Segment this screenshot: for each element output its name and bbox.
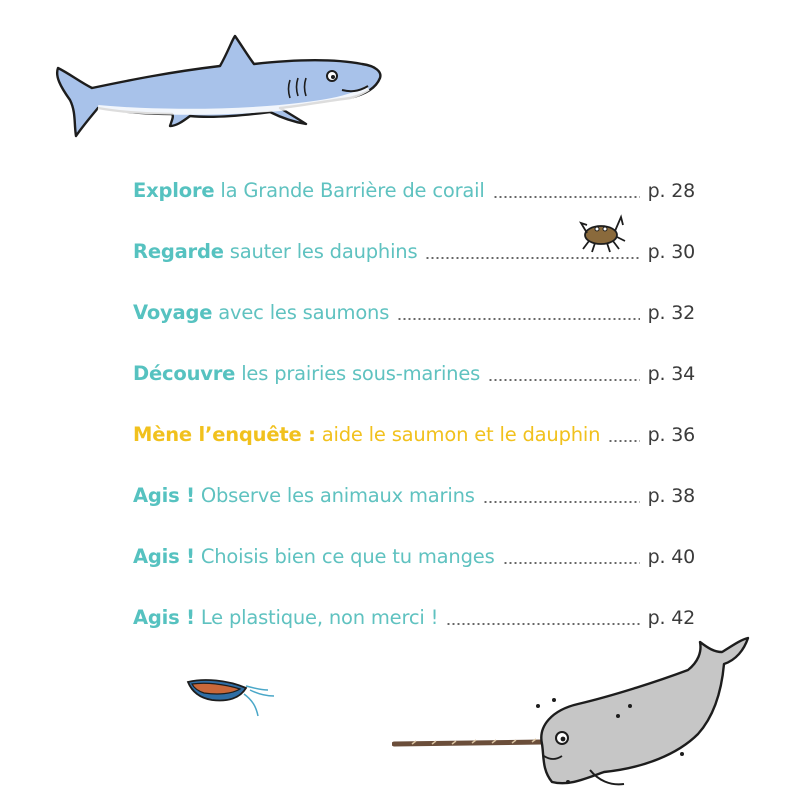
toc-text: Le plastique, non merci !	[200, 606, 439, 629]
dot-leader	[425, 257, 639, 259]
boat-icon	[184, 672, 278, 720]
toc-page-number: p. 40	[647, 545, 695, 568]
toc-page-number: p. 38	[647, 484, 695, 507]
dot-leader	[503, 562, 640, 564]
toc-keyword: Explore	[133, 179, 215, 202]
toc-entry[interactable]	[133, 404, 695, 465]
toc-page-number: p. 28	[647, 179, 695, 202]
toc-text: Choisis bien ce que tu manges	[200, 545, 495, 568]
toc-entry[interactable]	[133, 343, 695, 404]
toc-text: aide le saumon et le dauphin	[321, 423, 601, 446]
toc-keyword: Mène l’enquête :	[133, 423, 316, 446]
toc-text: avec les saumons	[218, 301, 390, 324]
toc-page-number: p. 30	[647, 240, 695, 263]
toc-entry[interactable]	[133, 526, 695, 587]
dot-leader	[446, 623, 639, 625]
dot-leader	[608, 440, 639, 442]
toc-page-number: p. 36	[647, 423, 695, 446]
crab-icon	[577, 209, 629, 255]
dot-leader	[493, 196, 640, 198]
dot-leader	[397, 318, 639, 320]
toc-text: sauter les dauphins	[229, 240, 418, 263]
narwhal-icon	[392, 630, 754, 796]
toc-keyword: Agis !	[133, 606, 195, 629]
toc-text: Observe les animaux marins	[200, 484, 475, 507]
toc-text: la Grande Barrière de corail	[220, 179, 485, 202]
toc-keyword: Agis !	[133, 484, 195, 507]
toc-page-number: p. 34	[647, 362, 695, 385]
toc-entry[interactable]	[133, 465, 695, 526]
toc-entry[interactable]	[133, 221, 695, 282]
dot-leader	[488, 379, 640, 381]
toc-page-number: p. 32	[647, 301, 695, 324]
toc-keyword: Voyage	[133, 301, 213, 324]
dot-leader	[483, 501, 640, 503]
toc-text: les prairies sous-marines	[241, 362, 481, 385]
toc-keyword: Regarde	[133, 240, 224, 263]
toc-keyword: Découvre	[133, 362, 236, 385]
toc-keyword: Agis !	[133, 545, 195, 568]
shark-icon	[50, 28, 385, 140]
toc-page-number: p. 42	[647, 606, 695, 629]
table-of-contents	[133, 160, 695, 648]
toc-entry[interactable]	[133, 282, 695, 343]
